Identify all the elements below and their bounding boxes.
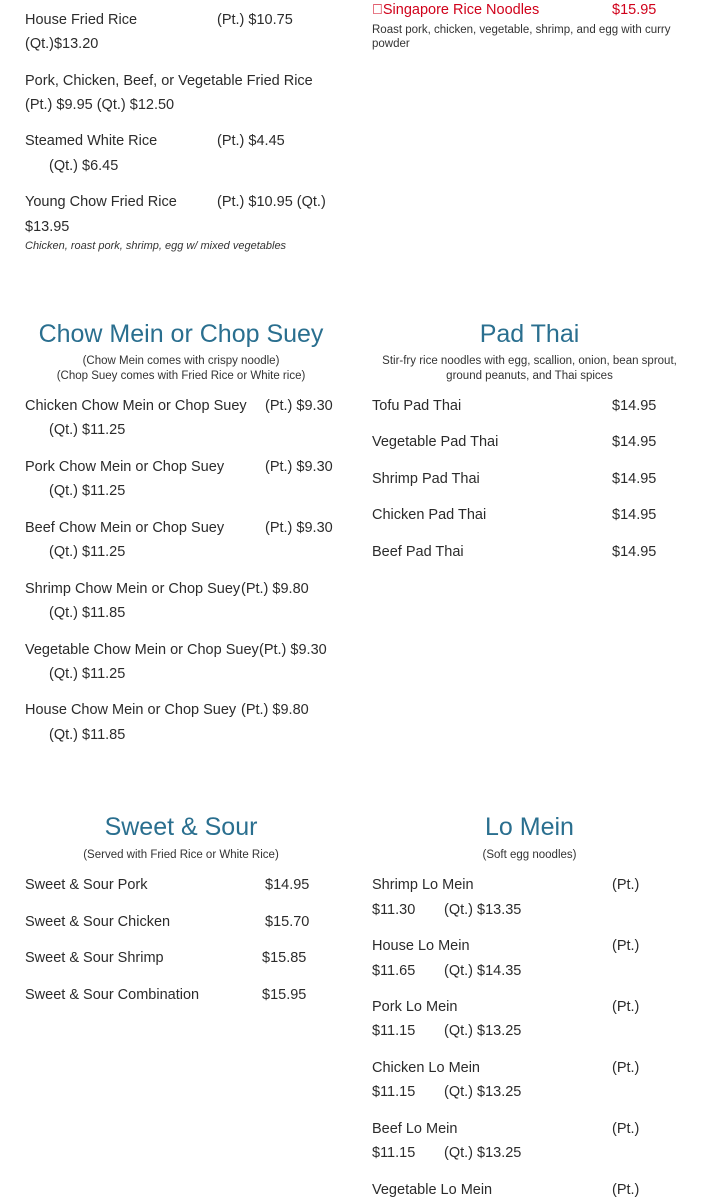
menu-item-price: $14.95 xyxy=(265,877,310,893)
section-subtitle: ground peanuts, and Thai spices xyxy=(446,370,613,382)
menu-item-name: Pork Chow Mein or Chop Suey xyxy=(25,459,225,475)
item-description: Chicken, roast pork, shrimp, egg w/ mixed vegetables xyxy=(25,240,287,252)
pint-label: (Pt.) xyxy=(612,1121,640,1137)
pint-price: $11.30 xyxy=(372,902,416,918)
menu-item-name: Young Chow Fried Rice xyxy=(25,194,177,210)
menu-item-name: Vegetable Chow Mein or Chop Suey xyxy=(25,642,259,658)
menu-item-name: House Chow Mein or Chop Suey xyxy=(25,702,237,718)
menu-item-name: Sweet & Sour Pork xyxy=(25,877,148,893)
menu-item-name: House Fried Rice xyxy=(25,12,138,28)
menu-item-price: $15.95 xyxy=(612,2,657,18)
pint-label: (Pt.) xyxy=(612,938,640,954)
section-title: Lo Mein xyxy=(485,813,574,841)
pint-price: $11.65 xyxy=(372,963,416,979)
quart-price: (Qt.) $11.85 xyxy=(49,727,126,743)
section-subtitle: (Chow Mein comes with crispy noodle) xyxy=(82,355,280,367)
menu-item-name: Pork, Chicken, Beef, or Vegetable Fried Rice xyxy=(25,73,313,89)
pint-price: $11.15 xyxy=(372,1084,416,1100)
menu-item-name: Beef Chow Mein or Chop Suey xyxy=(25,520,225,536)
menu-item-name: Chicken Lo Mein xyxy=(372,1060,480,1076)
quart-price: (Qt.) $11.25 xyxy=(49,544,126,560)
menu-item-name: Vegetable Lo Mein xyxy=(372,1182,493,1198)
menu-item-name: Steamed White Rice xyxy=(25,133,158,149)
menu-item-price: $14.95 xyxy=(612,544,657,560)
menu-item-name: Beef Pad Thai xyxy=(372,544,464,560)
quart-price: (Qt.) $11.25 xyxy=(49,422,126,438)
section-title: Pad Thai xyxy=(479,320,580,348)
pint-price: (Pt.) $9.80 xyxy=(241,702,309,718)
menu-item-name: Sweet & Sour Shrimp xyxy=(25,950,164,966)
menu-item-price: $15.70 xyxy=(265,914,310,930)
menu-item-prices: (Pt.) $9.95 (Qt.) $12.50 xyxy=(25,97,175,113)
menu-item-name: Pork Lo Mein xyxy=(372,999,458,1015)
pint-price: (Pt.) $9.30 xyxy=(265,398,333,414)
pint-price: $11.15 xyxy=(372,1023,416,1039)
pint-price: (Pt.) $9.80 xyxy=(241,581,309,597)
menu-item-price: $14.95 xyxy=(612,471,657,487)
menu-item-price: $14.95 xyxy=(612,434,657,450)
menu-item-name: Singapore Rice Noodles xyxy=(372,2,529,18)
quart-price: (Qt.)$13.20 xyxy=(25,36,99,52)
quart-price: $13.95 xyxy=(25,219,70,235)
quart-price: (Qt.) $11.25 xyxy=(49,483,126,499)
section-title: Chow Mein or Chop Suey xyxy=(38,320,324,348)
menu-item-name: Sweet & Sour Chicken xyxy=(25,914,171,930)
menu-item-name: Shrimp Lo Mein xyxy=(372,877,474,893)
pint-price: (Pt.) $10.75 xyxy=(217,12,293,28)
pint-label: (Pt.) xyxy=(612,999,640,1015)
pint-price: (Pt.) $10.95 (Qt.) xyxy=(217,194,326,210)
pint-price: (Pt.) $9.30 xyxy=(265,520,333,536)
quart-price: (Qt.) $11.25 xyxy=(49,666,126,682)
menu-item-name: Chicken Pad Thai xyxy=(372,507,487,523)
pint-price: (Pt.) $9.30 xyxy=(259,642,327,658)
quart-price: (Qt.) $14.35 xyxy=(444,963,522,979)
menu-item-name: Sweet & Sour Combination xyxy=(25,987,200,1003)
menu-item-price: $15.95 xyxy=(262,987,307,1003)
quart-price: (Qt.) $13.25 xyxy=(444,1084,522,1100)
menu-item-name: Chicken Chow Mein or Chop Suey xyxy=(25,398,247,414)
menu-item-name: Beef Lo Mein xyxy=(372,1121,458,1137)
section-title: Sweet & Sour xyxy=(104,813,258,841)
section-subtitle: (Soft egg noodles) xyxy=(482,849,577,861)
pint-price: $11.15 xyxy=(372,1145,416,1161)
section-subtitle: (Served with Fried Rice or White Rice) xyxy=(83,849,279,861)
pint-label: (Pt.) xyxy=(612,1182,640,1198)
pint-label: (Pt.) xyxy=(612,1060,640,1076)
section-subtitle: (Chop Suey comes with Fried Rice or White rice) xyxy=(56,370,306,382)
menu-item-price: $15.85 xyxy=(262,950,307,966)
quart-price: (Qt.) $13.25 xyxy=(444,1145,522,1161)
menu-item-name: Vegetable Pad Thai xyxy=(372,434,499,450)
quart-price: (Qt.) $13.35 xyxy=(444,902,522,918)
menu-item-name: House Lo Mein xyxy=(372,938,470,954)
item-description: Roast pork, chicken, vegetable, shrimp, and egg with curry xyxy=(372,24,671,36)
menu-item-name: Tofu Pad Thai xyxy=(372,398,462,414)
menu-item-name: Shrimp Pad Thai xyxy=(372,471,480,487)
section-subtitle: Stir-fry rice noodles with egg, scallion, onion, bean sprout, xyxy=(382,355,677,367)
menu-item-name: Shrimp Chow Mein or Chop Suey xyxy=(25,581,241,597)
pint-price: (Pt.) $9.30 xyxy=(265,459,333,475)
quart-price: (Qt.) $11.85 xyxy=(49,605,126,621)
menu-item-price: $14.95 xyxy=(612,398,657,414)
quart-price: (Qt.) $13.25 xyxy=(444,1023,522,1039)
menu-item-price: $14.95 xyxy=(612,507,657,523)
item-description: powder xyxy=(372,38,410,50)
quart-price: (Qt.) $6.45 xyxy=(49,158,119,174)
pint-label: (Pt.) xyxy=(612,877,640,893)
pint-price: (Pt.) $4.45 xyxy=(217,133,285,149)
